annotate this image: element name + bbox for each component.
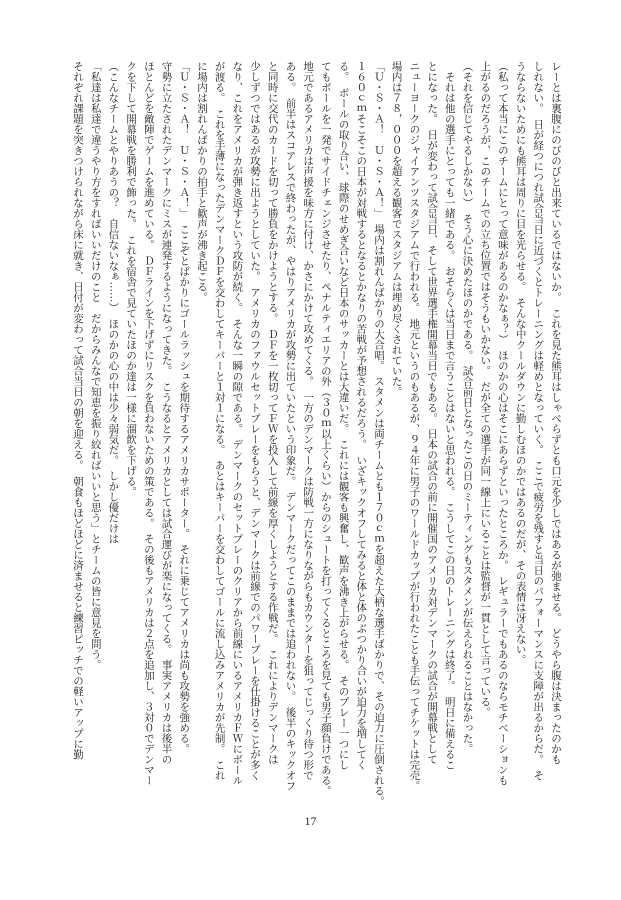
text-column: （こんなチームとやりあうの？ 自信ないなぁ……） ほのかの心の中は少々弱気だ。 しかし優だけは (107, 61, 120, 544)
text-column: が渡る。 これを手薄になったデンマークＤＦを交わしてキーパーと１対１になる。 あとはキーパーを交わしてゴールに流し込みアメリカが先制。 これ (213, 61, 226, 781)
text-column: とになった。 日が変わって試合当日、そして世界選手権開幕当日でもある。 日本の試合の前に開催国のアメリカ対デンマークの試合が開幕戦として (426, 61, 439, 765)
text-column: それは他の選手にとっても一緒である。 おそらくは当日まで言うことはないと思われる。 こうしてこの日のトレーニングは終了。 明日に備えるこ (443, 61, 456, 770)
text-column: 少しずつではあるが攻勢に出ようとしていた。 アメリカのファウルセットプレーをもらうと、デンマークは前線でのパワープレーを仕掛けることが多く (249, 61, 262, 781)
text-column: ある。 前半はスコアレスで終わったが、やはりアメリカが攻勢に出ていたという印象だ。 デンマークだってこのままでは追われない。 後半のキックオフ (284, 61, 297, 791)
text-column: 守勢に立たされたデンマークにミスが連発するようになってきた。 こうなるとアメリカとしては試合運びが楽になってくる。 事実アメリカは後半の (160, 61, 173, 765)
text-column: それぞれ課題を突きつけられながら床に就き、日付が変わって試合当日の朝を迎える。 朝食もほどほどに済ませると練習ピッチでの軽いアップに勤 (72, 61, 85, 760)
text-column: クを下して開幕戦を勝利で飾った。 これを宿舎で見ていたほのか達は一様に溜飲を下げる。 (125, 61, 138, 497)
text-column: （私って本当にこのチームにとって意味があるのかなぁ？） ほのかの心はそこにあらずといったところか。 レギュラーでもあるのならモチベーションも (496, 61, 509, 786)
text-column: なり、これをアメリカが弾き返すという攻防が続く。 そんな一瞬の隙である。 デンマークのセットプレーのクリアから前線にいるアメリカＦＷにボール (231, 61, 244, 786)
text-column: （それを信じてやるしかない） そう心に決めたほのかである。 試合前日となったこの日のミーティングもスタメンが伝えられることはなかった。 (461, 61, 474, 754)
text-column: 上がるのだろうが、このチームでの立ち位置ではそうもいかない。 だが全ての選手が同一線上にいることは監督が一貫として言っている。 (479, 61, 492, 718)
text-column: １６０ｃｍそこそこの日本が対戦するとなるとかなりの苦戦が予想されるだろう。 いざキックオフしてみると体と体のぶつかり合いが迫力を増してく (355, 61, 368, 770)
text-column: レーとは裏腹にのびのびと出来ているではないか。 これを見た熊耳はしゃべらずとも口元を少しではあるが弛ませる。 どうやら腹は決まったのかも (550, 61, 562, 765)
text-column: る。 ボールの取り合い、球際のせめぎ合いなど日本のサッカーとは大違いだ。 これには観客も興奮し、歓声を沸き上がらせる。 そのプレー一つにし (337, 61, 350, 770)
text-column: 「Ｕ・Ｓ・Ａ！ Ｕ・Ｓ・Ａ！」 場内は割れんばかりの大合唱。 スタメンは両チームとも１７０ｃｍを超えた大柄な選手ばかりで、その迫力に圧倒される。 (372, 61, 385, 807)
text-column: 場内は７８，０００を超える観客でスタジアムは埋め尽くされていた。 (390, 61, 403, 397)
body-text-vertical (68, 61, 564, 806)
text-column: に場内は割れんばかりの拍手と歓声が沸き起こる。 (195, 61, 208, 303)
text-column: うならないためにも熊耳は周りに目を光らせる。 そんな中クールダウンに勤しむほのかではあるのだが、その表情は冴えない。 (514, 61, 527, 665)
text-column: ほとんどを敵陣でゲームを進めている。 ＤＦラインを下げずにリスクを負わないための策である。 その後もアメリカは２点を追加し、３対０でデンマー (142, 61, 155, 786)
text-column: 「Ｕ・Ｓ・Ａ！ Ｕ・Ｓ・Ａ！」 ここぞとばかりにゴールラッシュを期待するアメリカサポーター。 それに乗じてアメリカは尚も攻勢を強める。 (178, 61, 191, 754)
text-column: と同時に交代のカードを切って勝負をかけようとする。 ＤＦを一枚切ってＦＷを投入して前線を厚くしようとする作戦だ。 これによりデンマークは (266, 61, 279, 765)
text-column: てもボールを一発でサイドチェンジさせたり、ペナルティエリアの外（３０ｍ以上くらい）からのシュートを打ってくるところを見ても男子顔負けである。 (319, 61, 332, 796)
text-column: 「私達は私達で違うやり方をすればいいだけのこと だからみんなで知恵を振り絞ればいいと思う」とチームの皆に意見を問う。 (89, 61, 102, 670)
page-number: 17 (304, 814, 317, 828)
text-column: しれない。 日が経つにつれ試合当日に近づくとトレーニングは軽めとなっていく。 ここで疲労を残すと当日のパフォーマンスに支障が出るからだ。 そ (532, 61, 545, 781)
text-column: 地元であるアメリカは声援を味方に付け、かさにかけて攻めてくる。 一方のデンマークは防戦一方になりながらもカウンターを狙ってじっくり待つ形で (302, 61, 315, 781)
text-column: ニューヨークのジャイアンツスタジアムで行われる。 地元というのもあるが、９４年に男子のワールドカップが行われたことも手伝ってチケットは完売。 (408, 61, 421, 791)
